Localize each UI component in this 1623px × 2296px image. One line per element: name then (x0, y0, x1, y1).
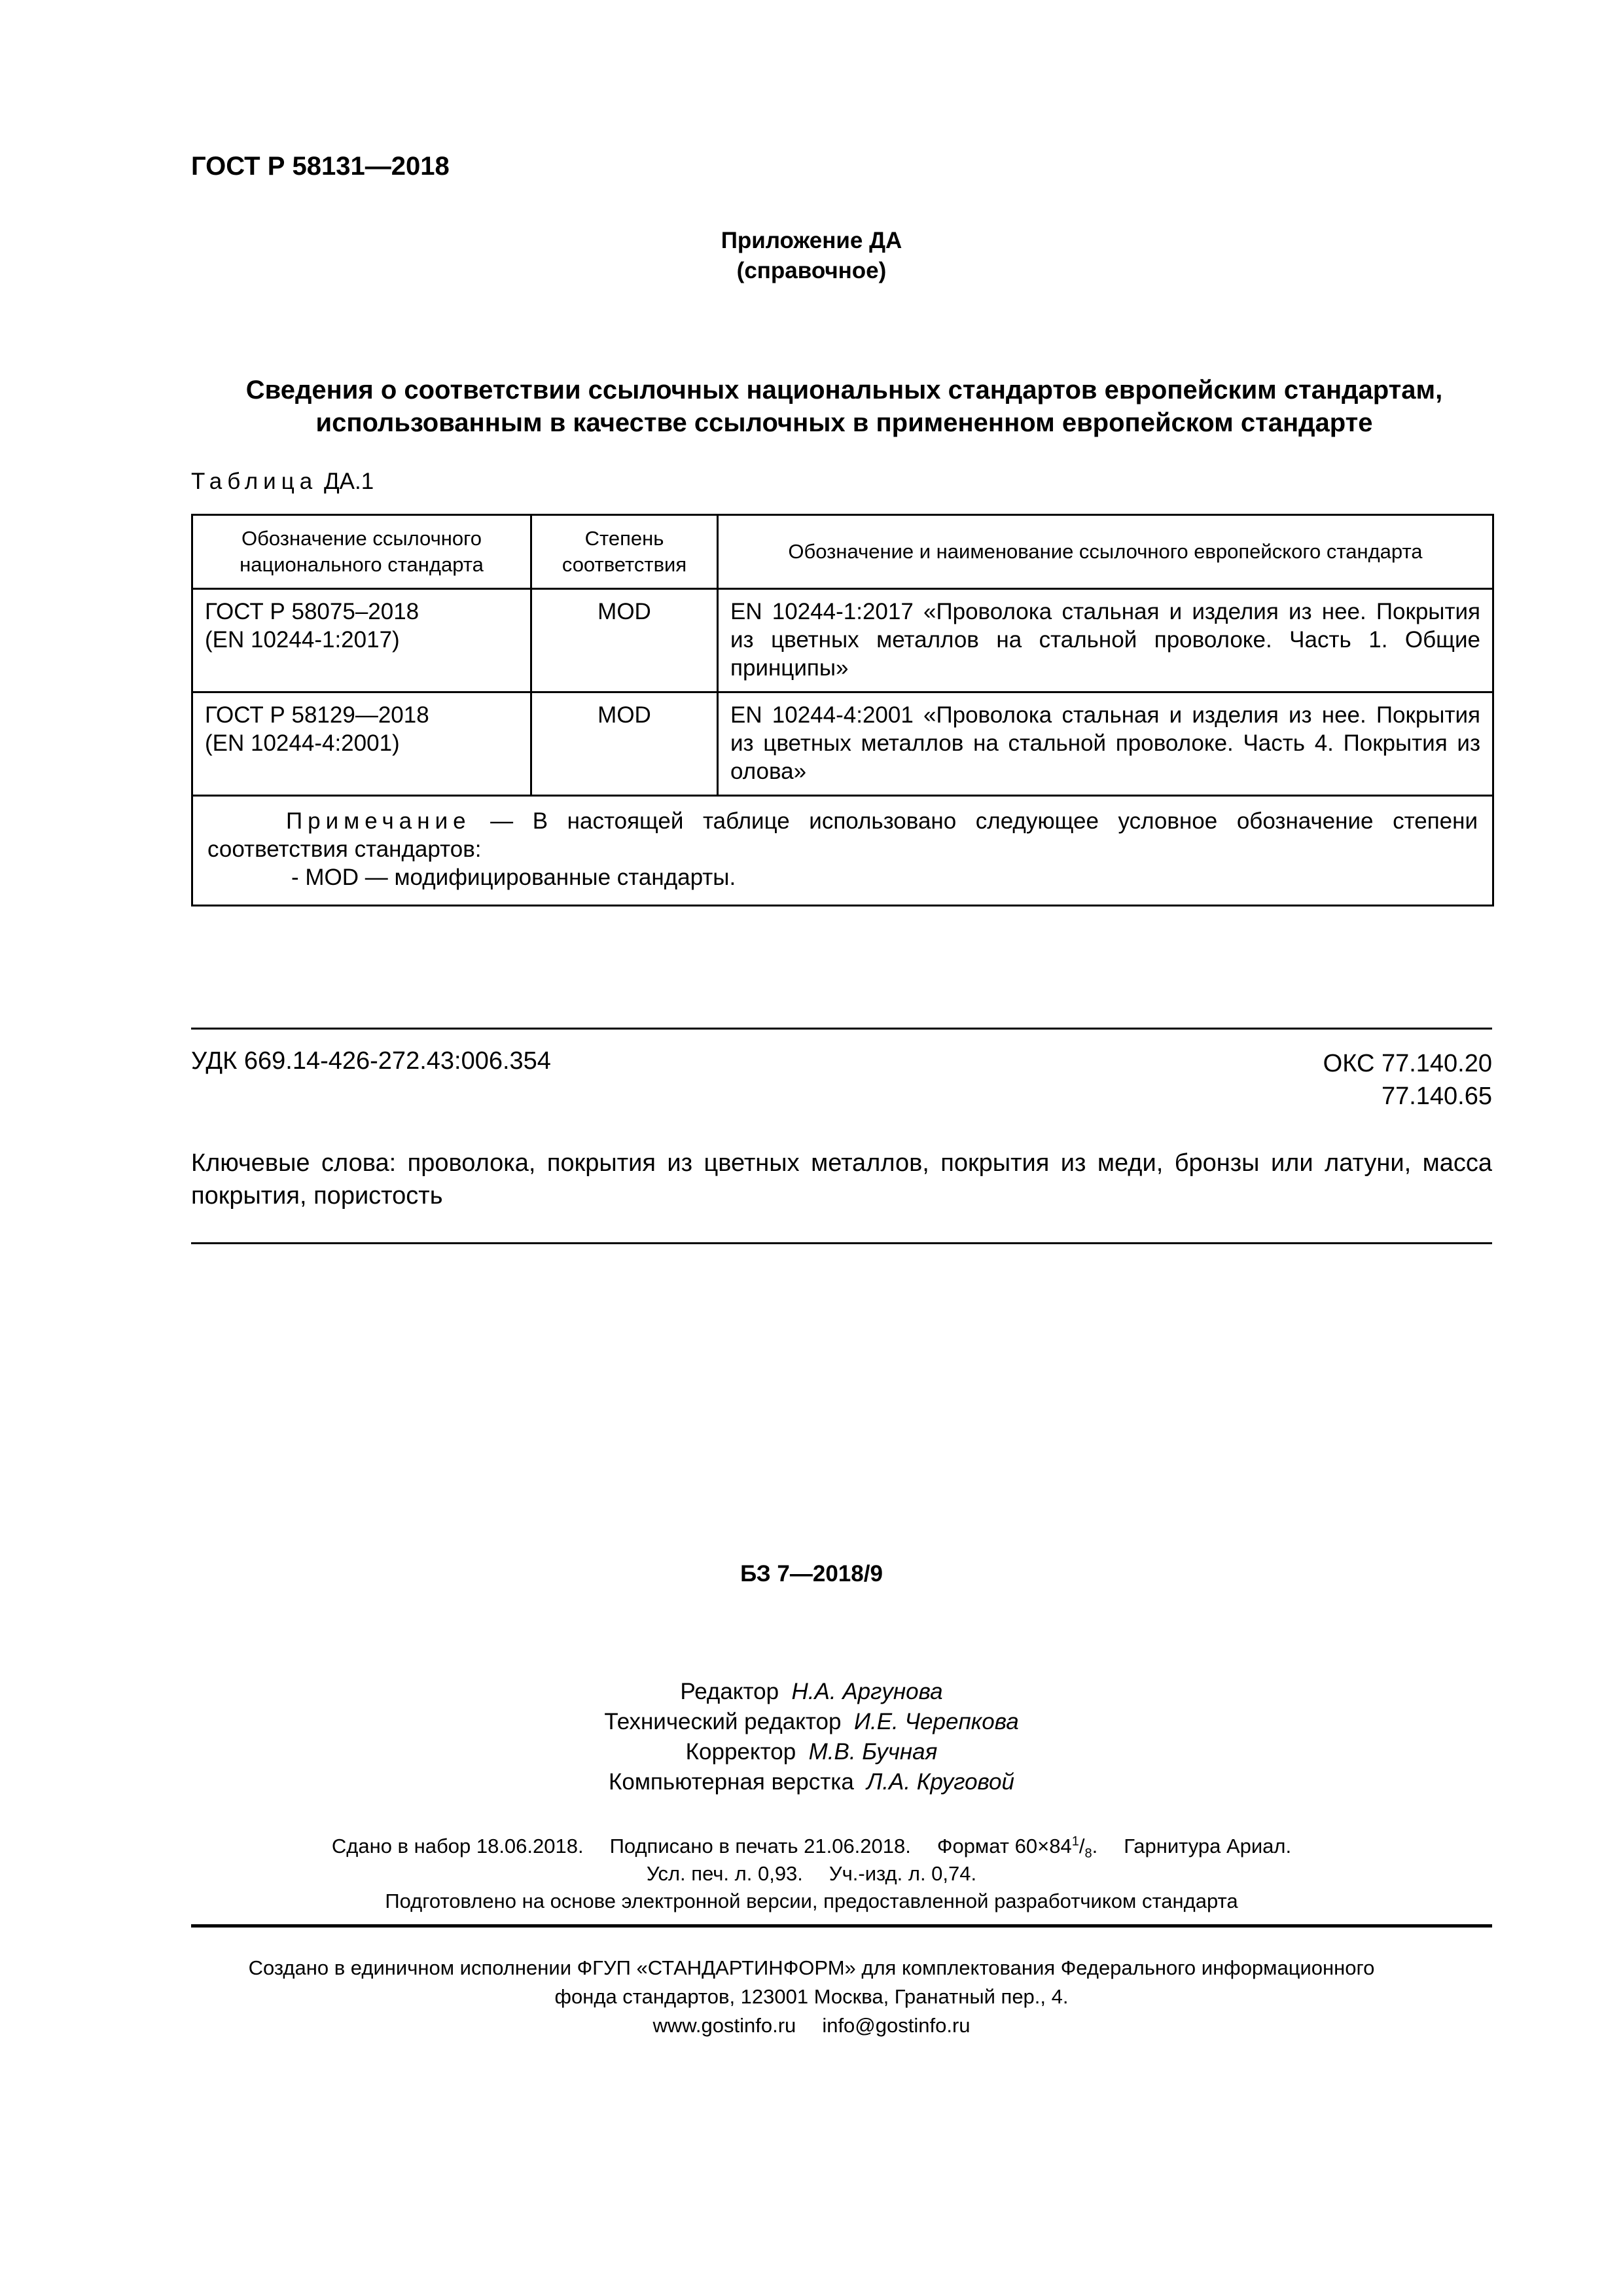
cell-national-standard: ГОСТ Р 58075–2018 (EN 10244-1:2017) (192, 589, 531, 692)
cell-european-standard: EN 10244-4:2001 «Проволока стальная и изделия из нее. Покрытия из цветных металлов на стальной проволоке. Часть 4. Покрытия из олова» (718, 692, 1493, 796)
bz-code: БЗ 7—2018/9 (740, 1561, 883, 1587)
table-row (192, 589, 1493, 692)
credit-proofreader: Корректор М.В. Бучная (685, 1739, 938, 1765)
footer (0, 1954, 1623, 2040)
table-header-row (192, 515, 1493, 589)
section-heading (191, 374, 1497, 439)
publication-info (0, 1833, 1623, 1915)
divider-top (191, 1028, 1492, 1030)
cell-european-standard: EN 10244-1:2017 «Проволока стальная и изделия из нее. Покрытия из цветных металлов на стальной проволоке. Часть 1. Общие принципы» (718, 589, 1493, 692)
heading-line-2: использованным в качестве ссылочных в примененном европейском стандарте (315, 408, 1373, 437)
appendix-header (0, 226, 1623, 286)
credits (0, 1677, 1623, 1797)
note-text: — В настоящей таблице использовано следующее условное обозначение степени соответствия стандартов: (207, 808, 1478, 862)
table-caption-number: ДА.1 (323, 469, 374, 494)
header-european-standard: Обозначение и наименование ссылочного европейского стандарта (718, 515, 1493, 589)
email-link[interactable]: info@gostinfo.ru (822, 2014, 971, 2037)
table-note (192, 796, 1493, 906)
footer-contacts (0, 2011, 1623, 2040)
note-item: - MOD — модифицированные стандарты. (291, 865, 736, 890)
cell-degree: MOD (531, 589, 718, 692)
publication-line-2: Усл. печ. л. 0,93. Уч.-изд. л. 0,74. (646, 1862, 977, 1885)
publication-prepared: Подготовлено на основе электронной версии, предоставленной разработчиком стандарта (385, 1890, 1238, 1912)
divider-bottom (191, 1924, 1492, 1928)
table-row (192, 692, 1493, 796)
credit-editor: Редактор Н.А. Аргунова (680, 1679, 943, 1704)
website-link[interactable]: www.gostinfo.ru (652, 2014, 796, 2037)
heading-line-1: Сведения о соответствии ссылочных национальных стандартов европейским стандартам, (245, 376, 1443, 404)
oks-code (1323, 1047, 1492, 1113)
note-label: Примечание (286, 808, 471, 834)
table-caption-word: Таблица (191, 469, 318, 494)
table-caption (191, 469, 374, 495)
footer-line-2: фонда стандартов, 123001 Москва, Гранатный пер., 4. (554, 1985, 1069, 2008)
oks-line-1: ОКС 77.140.20 (1323, 1050, 1492, 1077)
oks-line-2: 77.140.65 (1381, 1083, 1492, 1110)
format-info: Формат $60\times 84^1/_8$. (936, 1834, 1098, 1861)
divider-middle (191, 1242, 1492, 1244)
keywords: Ключевые слова: проволока, покрытия из цветных металлов, покрытия из меди, бронзы или латуни, масса покрытия, пористость (191, 1149, 1492, 1210)
udk-code: УДК 669.14-426-272.43:006.354 (191, 1047, 551, 1075)
table-note-row (192, 796, 1493, 906)
publication-line-1: Сдано в набор 18.06.2018. Подписано в печать 21.06.2018. Формат $60\times 84^1/_8$. Гарнитура Ариал. (331, 1834, 1292, 1861)
document-code: ГОСТ Р 58131—2018 (191, 152, 450, 181)
appendix-title: Приложение ДА (721, 228, 902, 253)
cell-national-standard: ГОСТ Р 58129—2018 (EN 10244-4:2001) (192, 692, 531, 796)
footer-line-1: Создано в единичном исполнении ФГУП «СТАНДАРТИНФОРМ» для комплектования Федерального информационного (248, 1956, 1375, 1979)
reference-table (191, 514, 1494, 906)
credit-technical-editor: Технический редактор И.Е. Черепкова (604, 1709, 1019, 1734)
appendix-subtitle: (справочное) (736, 258, 887, 283)
cell-degree: MOD (531, 692, 718, 796)
header-degree: Степень соответствия (531, 515, 718, 589)
header-national-standard: Обозначение ссылочного национального стандарта (192, 515, 531, 589)
credit-layout: Компьютерная верстка Л.А. Круговой (608, 1769, 1014, 1795)
